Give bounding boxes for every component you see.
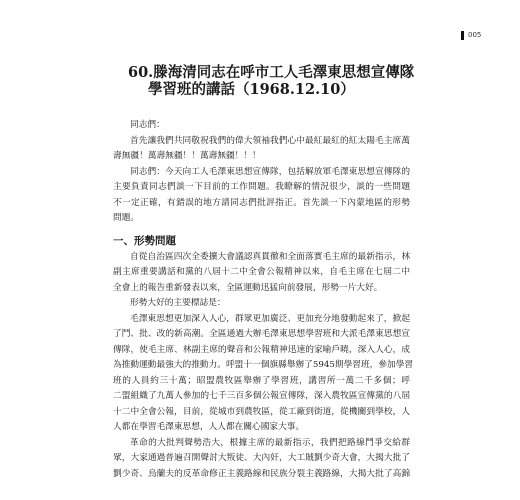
- text-line: 十二中全會公報，目前，從城市到農牧區，從工廠到街道，從機關到學校，人: [113, 406, 410, 417]
- text-line: 不一定正確，有錯誤的地方請同志們批評指正。首先談一下內蒙地區的形勢: [113, 197, 410, 208]
- text-line: 自從自治區四次全委擴大會議認真貫徹和全面落實毛主席的最新指示，林: [130, 251, 410, 262]
- text-line: 二盟組織了九萬人參加的七千三百多個公報宣傳隊，深入農牧區宣傳黨的八屆: [113, 391, 410, 401]
- text-line: 壽無疆！萬壽無疆！！萬壽無疆！！！: [113, 151, 261, 161]
- text-line: 首先讓我們共同敬祝我們的偉大領袖我們心中最紅最紅的紅太陽毛主席萬: [130, 135, 410, 146]
- text-line: 副主席重要講話和黨的八屆十二中全會公報精神以來，自毛主席在七屆二中: [113, 267, 410, 277]
- text-line: 革命的大批判聲勢浩大，根據主席的最新指示，我們把路線鬥爭交給群: [130, 437, 410, 448]
- chapter-title-line: 60.滕海清同志在呼市工人毛澤東思想宣傳隊: [128, 64, 415, 81]
- text-line: 為推動運動最強大的推動力。呼盟十一個旗縣舉辦了5945期學習班，參加學習: [113, 360, 414, 370]
- body-text: [113, 118, 414, 482]
- chapter-title: [128, 64, 414, 98]
- paragraph: [113, 250, 410, 297]
- text-line: 問題。: [113, 213, 140, 223]
- text-line: 傳隊，使毛主席、林副主席的聲音和公報精神迅速的家喻戶曉，深入人心，成: [113, 344, 410, 355]
- text-line: 同志們：今天向工人毛澤東思想宣傳隊，包括解放軍毛澤東思想宣傳隊的: [130, 166, 410, 177]
- section-heading: 一、形勢問題: [113, 235, 176, 247]
- text-line: 劉少奇、烏蘭夫的反革命修正主義路線和民族分裂主義路線，大揭大批了高錦: [113, 468, 410, 479]
- text-line: 了鬥、批、改的新高潮。全區通過大辦毛澤東思想學習班和大派毛澤東思想宣: [113, 329, 410, 339]
- text-line: 人都在學習毛澤東思想，人人都在關心國家大事。: [113, 422, 305, 432]
- text-line: 形勢大好的主要標誌是：: [130, 298, 226, 308]
- page-number: 005: [468, 31, 482, 39]
- paragraph: [113, 296, 410, 312]
- paragraph: [113, 165, 410, 227]
- chapter-title-line: 學習班的講話（1968.12.10）: [148, 81, 355, 98]
- salutation: 同志們：: [130, 120, 165, 130]
- paragraph: [113, 436, 410, 483]
- text-line: 眾，大家通過普遍召開聲討大叛徒、大內奸，大工賊劉少奇大會，大揭大批了: [113, 453, 410, 463]
- text-line: 毛澤東思想更加深入人心，群眾更加廣泛、更加充分地發動起來了，掀起: [130, 313, 410, 324]
- text-line: 班的人員約三十萬；昭盟農牧區舉辦了學習班，講習所一萬二千多個；呼: [113, 375, 410, 386]
- running-head-bar: [461, 31, 464, 40]
- paragraph: [113, 134, 410, 165]
- text-line: 主要負責同志們談一下目前的工作問題。我瞭解的情況很少，談的一些問題: [113, 182, 410, 192]
- text-line: 全會上的報告重新發表以來，全區運動迅猛向前發展，形勢一片大好。: [113, 282, 383, 293]
- paragraph: [113, 312, 414, 436]
